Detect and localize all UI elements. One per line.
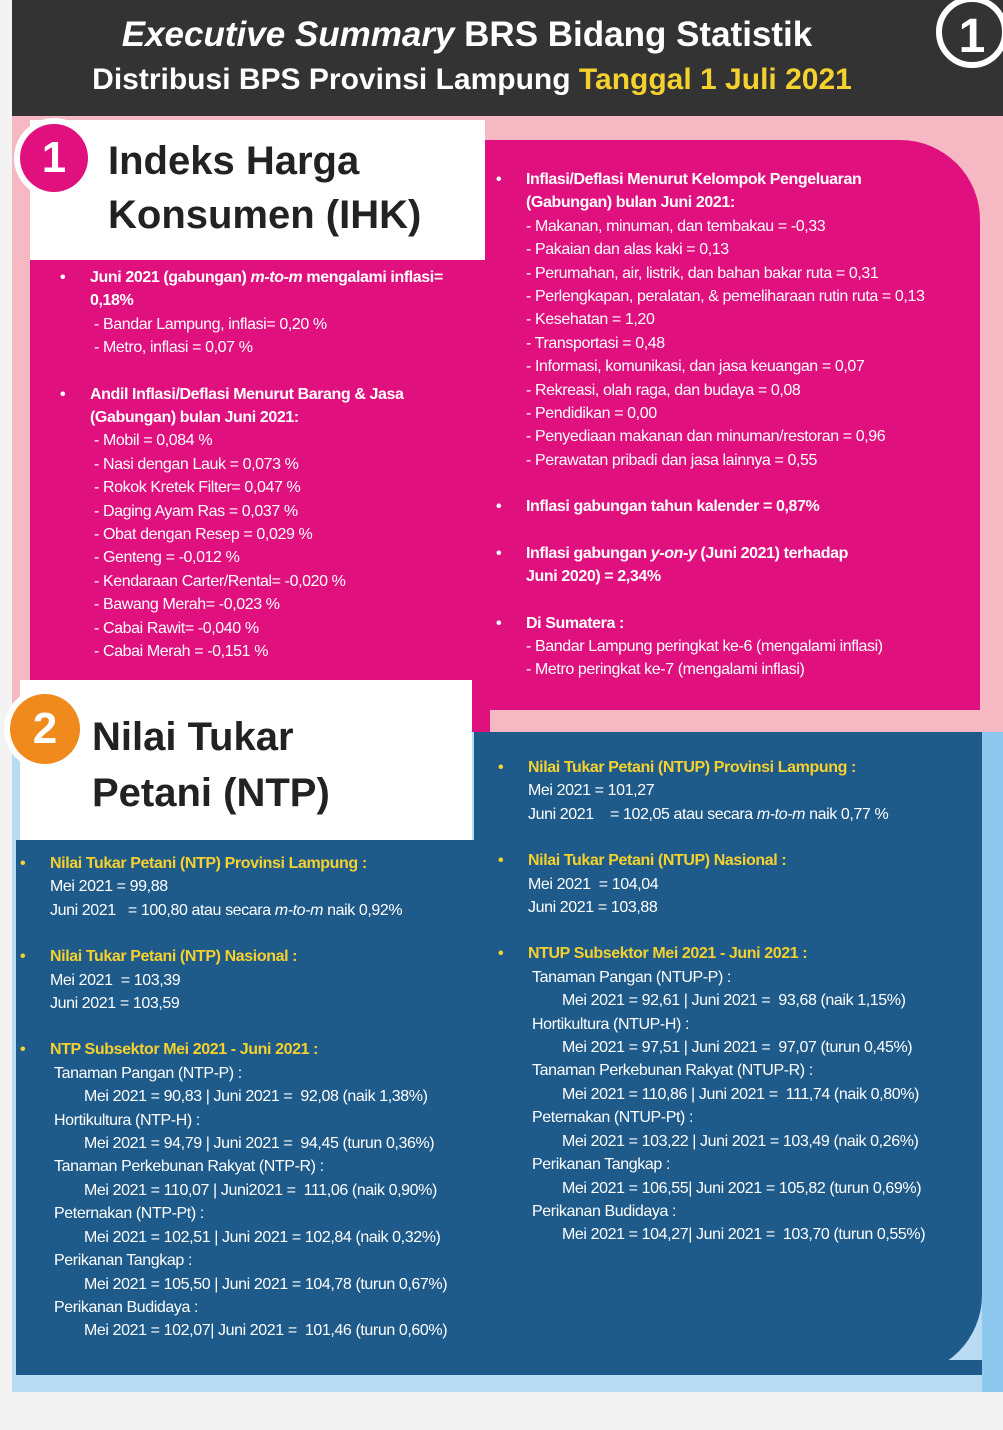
list-item: - Kesehatan = 1,20	[526, 311, 655, 329]
ntp-prov-heading: Nilai Tukar Petani (NTP) Provinsi Lampung :	[50, 855, 367, 872]
ntp-prov-juni-pre: Juni 2021 = 100,80 atau secara	[50, 901, 275, 919]
ntup-sub-heading: NTUP Subsektor Mei 2021 - Juni 2021 :	[528, 945, 808, 963]
ntp-prov-juni-italic: m-to-m	[274, 901, 324, 919]
ntup-nas-mei: Mei 2021 = 104,04	[528, 875, 659, 893]
list-item: - Informasi, komunikasi, dan jasa keuangan = 0,07	[526, 358, 865, 376]
ntp-sub-name: Perikanan Tangkap :	[54, 1252, 192, 1270]
ntup-sub-value: Mei 2021 = 110,86 | Juni 2021 = 111,74 (naik 0,80%)	[562, 1085, 919, 1103]
ntup-prov-juni-pre: Juni 2021 = 102,05 atau secara	[528, 805, 757, 823]
section1-title-line2: Konsumen (IHK)	[108, 193, 422, 237]
ntup-sub-name: Tanaman Pangan (NTUP-P) :	[532, 968, 731, 986]
subtitle-date: Tanggal 1 Juli 2021	[578, 63, 852, 96]
list-item: - Genteng = -0,012 %	[94, 549, 240, 567]
section2-number: 2	[10, 694, 80, 764]
sumatera-heading: Di Sumatera :	[526, 614, 624, 632]
list-item: - Obat dengan Resep = 0,029 %	[94, 526, 313, 544]
ntp-sub-name: Tanaman Perkebunan Rakyat (NTP-R) :	[54, 1158, 324, 1176]
ntp-sub-value: Mei 2021 = 102,51 | Juni 2021 = 102,84 (naik 0,32%)	[84, 1228, 441, 1246]
ntp-sub-value: Mei 2021 = 110,07 | Juni2021 = 111,06 (naik 0,90%)	[84, 1181, 437, 1199]
yoy-pre: Inflasi gabungan	[526, 544, 651, 562]
list-item: - Nasi dengan Lauk = 0,073 %	[94, 455, 299, 473]
ntp-prov-juni-post: naik 0,92%	[323, 901, 403, 919]
ntp-sub-value: Mei 2021 = 102,07| Juni 2021 = 101,46 (turun 0,60%)	[84, 1322, 448, 1340]
title-italic: Executive Summary	[121, 15, 455, 54]
list-item: - Penyediaan makanan dan minuman/restoran = 0,96	[526, 428, 886, 446]
ntp-left-column: • Nilai Tukar Petani (NTP) Provinsi Lampung : Mei 2021 = 99,88 Juni 2021 = 100,80 atau secara m-to-m naik 0,92% • Nilai Tukar Petani (NTP) Nasional : Mei 2021 = 103,39 Juni 2021 = 103,59 • NTP Subsektor Mei 2021 - Juni 2021 : Tanaman Pangan (NTP-P) : Mei 2021 = 90,83 | Juni 2021 = 92,08 (naik 1,38%) Hortikultura (NTP-H) : Mei 2021 = 94,79 | Juni 2021 = 94,45 (turun 0,36%) Tanaman Perkebunan Rakyat (NTP-R) : Mei 2021 = 110,07 | Juni2021 = 111,06 (naik 0,90%) Peternakan (NTP-Pt) : Mei 2021 = 102,51 | Juni 2021 = 102,84 (naik 0,32%) Perikanan Tangkap : Mei 2021 = 105,50 | Juni 2021 = 104,78 (turun 0,67%) Perikanan Budidaya : Mei 2021 = 102,07| Juni 2021 = 101,46 (turun 0,60%)	[50, 852, 447, 1343]
ntup-prov-juni-post: naik 0,77 %	[805, 805, 889, 823]
ntp-sub-heading: NTP Subsektor Mei 2021 - Juni 2021 :	[50, 1041, 319, 1059]
ihk-monthly-value: 0,18%	[90, 292, 134, 310]
page-title	[12, 14, 922, 56]
list-item: - Rekreasi, olah raga, dan budaya = 0,08	[526, 381, 801, 399]
ntup-prov-heading: Nilai Tukar Petani (NTUP) Provinsi Lampung :	[528, 759, 856, 776]
ntup-sub-value: Mei 2021 = 106,55| Juni 2021 = 105,82 (turun 0,69%)	[562, 1179, 922, 1197]
section2-bottom-panel	[16, 1360, 982, 1375]
section2-title-line2: Petani (NTP)	[92, 771, 330, 815]
yoy-italic: y-on-y	[650, 544, 697, 562]
ntup-nas-juni: Juni 2021 = 103,88	[528, 899, 658, 917]
ntup-right-column: • Nilai Tukar Petani (NTUP) Provinsi Lampung : Mei 2021 = 101,27 Juni 2021 = 102,05 atau secara m-to-m naik 0,77 % • Nilai Tukar Petani (NTUP) Nasional : Mei 2021 = 104,04 Juni 2021 = 103,88 • NTUP Subsektor Mei 2021 - Juni 2021 : Tanaman Pangan (NTUP-P) : Mei 2021 = 92,61 | Juni 2021 = 93,68 (naik 1,15%) Hortikultura (NTUP-H) : Mei 2021 = 97,51 | Juni 2021 = 97,07 (turun 0,45%) Tanaman Perkebunan Rakyat (NTUP-R) : Mei 2021 = 110,86 | Juni 2021 = 111,74 (naik 0,80%) Peternakan (NTUP-Pt) : Mei 2021 = 103,22 | Juni 2021 = 103,49 (naik 0,26%) Perikanan Tangkap : Mei 2021 = 106,55| Juni 2021 = 105,82 (turun 0,69%) Perikanan Budidaya : Mei 2021 = 104,27| Juni 2021 = 103,70 (turun 0,55%)	[528, 756, 925, 1247]
list-item: - Pakaian dan alas kaki = 0,13	[526, 241, 729, 259]
yoy-post: (Juni 2021) terhadap	[696, 544, 849, 562]
ihk-monthly-post: mengalami inflasi=	[302, 269, 443, 286]
list-item: - Metro peringkat ke-7 (mengalami inflasi)	[526, 661, 805, 679]
ntup-sub-value: Mei 2021 = 97,51 | Juni 2021 = 97,07 (turun 0,45%)	[562, 1039, 913, 1057]
ntup-sub-name: Tanaman Perkebunan Rakyat (NTUP-R) :	[532, 1062, 813, 1080]
list-item: - Bandar Lampung, inflasi= 0,20 %	[94, 315, 327, 333]
ihk-monthly-italic: m-to-m	[250, 269, 303, 286]
section2-right-strip	[982, 732, 1003, 1392]
page-subtitle	[12, 60, 932, 100]
ntp-sub-name: Hortikultura (NTP-H) :	[54, 1111, 200, 1129]
ntup-sub-name: Perikanan Tangkap :	[532, 1156, 670, 1174]
ntup-sub-value: Mei 2021 = 104,27| Juni 2021 = 103,70 (turun 0,55%)	[562, 1226, 926, 1244]
ntp-sub-name: Tanaman Pangan (NTP-P) :	[54, 1064, 242, 1082]
andil-heading-line1: Andil Inflasi/Deflasi Menurut Barang & Jasa	[90, 385, 404, 403]
ntp-sub-name: Perikanan Budidaya :	[54, 1298, 199, 1316]
list-item: - Metro, inflasi = 0,07 %	[94, 339, 253, 357]
ntp-nas-heading: Nilai Tukar Petani (NTP) Nasional :	[50, 948, 298, 966]
kelompok-heading-line1: Inflasi/Deflasi Menurut Kelompok Pengeluaran	[526, 171, 862, 188]
list-item: - Pendidikan = 0,00	[526, 405, 657, 423]
list-item: - Rokok Kretek Filter= 0,047 %	[94, 479, 301, 497]
ntup-sub-name: Perikanan Budidaya :	[532, 1202, 677, 1220]
kelompok-heading-line2: (Gabungan) bulan Juni 2021:	[526, 194, 735, 212]
ntp-sub-name: Peternakan (NTP-Pt) :	[54, 1205, 204, 1223]
ntup-prov-juni-italic: m-to-m	[756, 805, 806, 823]
ihk-left-column: • Juni 2021 (gabungan) m-to-m mengalami inflasi= 0,18% - Bandar Lampung, inflasi= 0,20 % - Metro, inflasi = 0,07 % • Andil Inflasi/Deflasi Menurut Barang & Jasa (Gabungan) bulan Juni 2021: - Mobil = 0,084 % - Nasi dengan Lauk = 0,073 % - Rokok Kretek Filter= 0,047 % - Daging Ayam Ras = 0,037 % - Obat dengan Resep = 0,029 % - Genteng = -0,012 % - Kendaraan Carter/Rental= -0,020 % - Bawang Merah= -0,023 % - Cabai Rawit= -0,040 % - Cabai Merah = -0,151 %	[90, 266, 443, 664]
ntp-sub-value: Mei 2021 = 105,50 | Juni 2021 = 104,78 (turun 0,67%)	[84, 1275, 448, 1293]
list-item: - Daging Ayam Ras = 0,037 %	[94, 502, 298, 520]
list-item: - Transportasi = 0,48	[526, 334, 665, 352]
list-item: - Cabai Merah = -0,151 %	[94, 643, 269, 661]
inflasi-kalender: Inflasi gabungan tahun kalender = 0,87%	[526, 498, 820, 516]
ntp-nas-juni: Juni 2021 = 103,59	[50, 995, 180, 1013]
ntup-sub-name: Peternakan (NTUP-Pt) :	[532, 1109, 694, 1127]
andil-heading-line2: (Gabungan) bulan Juni 2021:	[90, 409, 299, 427]
ntup-nas-heading: Nilai Tukar Petani (NTUP) Nasional :	[528, 852, 787, 870]
ntup-sub-value: Mei 2021 = 92,61 | Juni 2021 = 93,68 (naik 1,15%)	[562, 992, 906, 1010]
ntup-sub-value: Mei 2021 = 103,22 | Juni 2021 = 103,49 (naik 0,26%)	[562, 1132, 919, 1150]
ntup-prov-mei: Mei 2021 = 101,27	[528, 782, 655, 800]
ntp-sub-value: Mei 2021 = 90,83 | Juni 2021 = 92,08 (naik 1,38%)	[84, 1088, 428, 1106]
ntp-prov-mei: Mei 2021 = 99,88	[50, 878, 168, 896]
ntp-sub-value: Mei 2021 = 94,79 | Juni 2021 = 94,45 (turun 0,36%)	[84, 1135, 435, 1153]
ihk-monthly-pre: Juni 2021 (gabungan)	[90, 269, 251, 286]
section1-number: 1	[20, 124, 88, 192]
title-rest: BRS Bidang Statistik	[464, 15, 813, 54]
list-item: - Bawang Merah= -0,023 %	[94, 596, 280, 614]
page-number-badge: 1	[936, 0, 1003, 68]
list-item: - Perumahan, air, listrik, dan bahan bakar ruta = 0,31	[526, 264, 879, 282]
list-item: - Mobil = 0,084 %	[94, 432, 213, 450]
list-item: - Makanan, minuman, dan tembakau = -0,33	[526, 217, 826, 235]
section1-title-line1: Indeks Harga	[108, 139, 360, 183]
list-item: - Perawatan pribadi dan jasa lainnya = 0,55	[526, 451, 818, 469]
list-item: - Kendaraan Carter/Rental= -0,020 %	[94, 572, 346, 590]
ihk-right-column: • Inflasi/Deflasi Menurut Kelompok Pengeluaran (Gabungan) bulan Juni 2021: - Makanan, minuman, dan tembakau = -0,33 - Pakaian dan alas kaki = 0,13 - Perumahan, air, listrik, dan bahan bakar ruta = 0,31 - Perlengkapan, peralatan, & pemeliharaan rutin ruta = 0,13 - Kesehatan = 1,20 - Transportasi = 0,48 - Informasi, komunikasi, dan jasa keuangan = 0,07 - Rekreasi, olah raga, dan budaya = 0,08 - Pendidikan = 0,00 - Penyediaan makanan dan minuman/restoran = 0,96 - Perawatan pribadi dan jasa lainnya = 0,55 • Inflasi gabungan tahun kalender = 0,87% • Inflasi gabungan y-on-y (Juni 2021) terhadap Juni 2020) = 2,34% • Di Sumatera : - Bandar Lampung peringkat ke-6 (mengalami inflasi) - Metro peringkat ke-7 (mengalami inflasi)	[526, 168, 924, 682]
ntp-nas-mei: Mei 2021 = 103,39	[50, 971, 181, 989]
list-item: - Perlengkapan, peralatan, & pemeliharaan rutin ruta = 0,13	[526, 288, 925, 306]
list-item: - Bandar Lampung peringkat ke-6 (mengalami inflasi)	[526, 637, 883, 655]
yoy-value: Juni 2020) = 2,34%	[526, 568, 661, 586]
ntup-sub-name: Hortikultura (NTUP-H) :	[532, 1015, 690, 1033]
list-item: - Cabai Rawit= -0,040 %	[94, 619, 259, 637]
subtitle-white: Distribusi BPS Provinsi Lampung	[92, 63, 571, 96]
section2-title-line1: Nilai Tukar	[92, 715, 294, 759]
